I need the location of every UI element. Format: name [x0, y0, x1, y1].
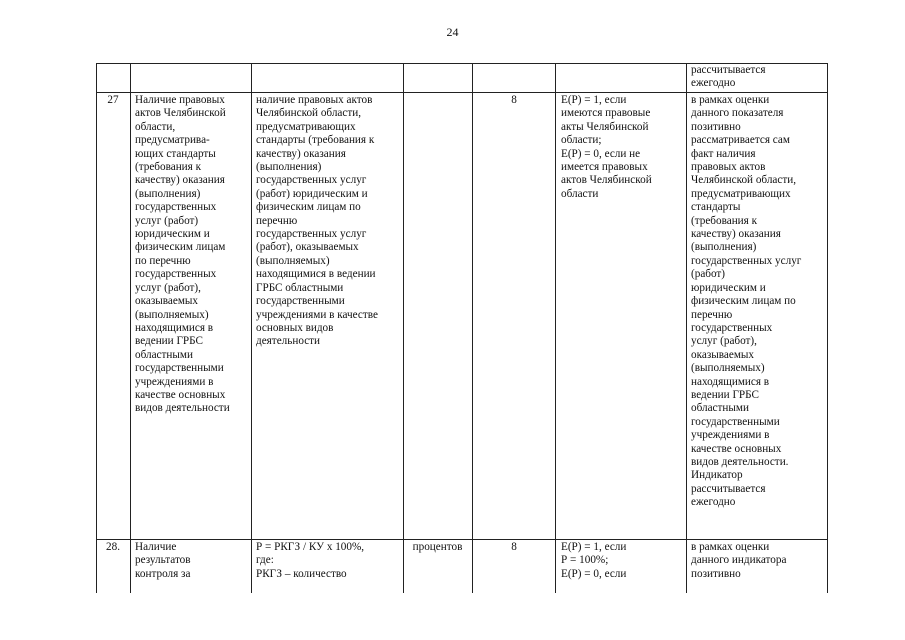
indicator-unit: процентов — [412, 541, 463, 553]
indicator-weight: 8 — [511, 541, 517, 553]
row-divider — [96, 92, 828, 93]
indicator-formula: наличие правовых актов Челябинской области, предусматривающих стандарты (требования к качеству) оказания (выполнения) государственных услуг (работ) юридическим и физическим лицам по перечню государственных услуг (работ), оказываемых (выполняемых) находящимися в ведении ГРБС областными государственными учреждениями в качестве основных видов деятельности — [256, 94, 378, 348]
col-border — [251, 63, 252, 593]
col-border — [403, 63, 404, 593]
row-number: 28. — [106, 541, 120, 553]
indicator-comment: в рамках оценки данного показателя позитивно рассматривается сам факт наличия правовых актов Челябинской области, предусматривающих стандарты (требования к качеству) оказания (выполнения) государственных услуг (работ) юридическим и физическим лицам по перечню государственных услуг (работ), оказываемых (выполняемых) находящимися в ведении ГРБС областными государственными учреждениями в качестве основных видов деятельности. Индикатор рассчитывается ежегодно — [691, 94, 802, 509]
page-number: 24 — [446, 25, 459, 39]
indicator-formula: Р = РКГЗ / КУ х 100%, где: РКГЗ – количество — [256, 541, 365, 580]
prev-row-comment: рассчитывается ежегодно — [691, 64, 766, 90]
col-border — [827, 63, 828, 593]
indicator-evaluation: Е(Р) = 1, если имеются правовые акты Челябинской области; Е(Р) = 0, если не имеется правовых актов Челябинской области — [561, 94, 652, 200]
col-border — [130, 63, 131, 593]
row-number: 27 — [107, 94, 119, 106]
col-border — [555, 63, 556, 593]
col-border — [472, 63, 473, 593]
indicator-name: Наличие правовых актов Челябинской области, предусматрива- ющих стандарты (требования к качеству) оказания (выполнения) государственных услуг (работ) юридическим и физическим лицам по перечню государственных услуг (работ), оказываемых (выполняемых) находящимися в ведении ГРБС областными государственными учреждениями в качестве основных видов деятельности — [135, 94, 230, 415]
col-border — [686, 63, 687, 593]
indicator-name: Наличие результатов контроля за — [135, 541, 191, 580]
indicator-comment: в рамках оценки данного индикатора позитивно — [691, 541, 787, 580]
indicator-evaluation: Е(Р) = 1, если Р = 100%; Е(Р) = 0, если — [561, 541, 627, 580]
indicator-weight: 8 — [511, 94, 517, 106]
row-divider — [96, 539, 828, 540]
col-border — [96, 63, 97, 593]
